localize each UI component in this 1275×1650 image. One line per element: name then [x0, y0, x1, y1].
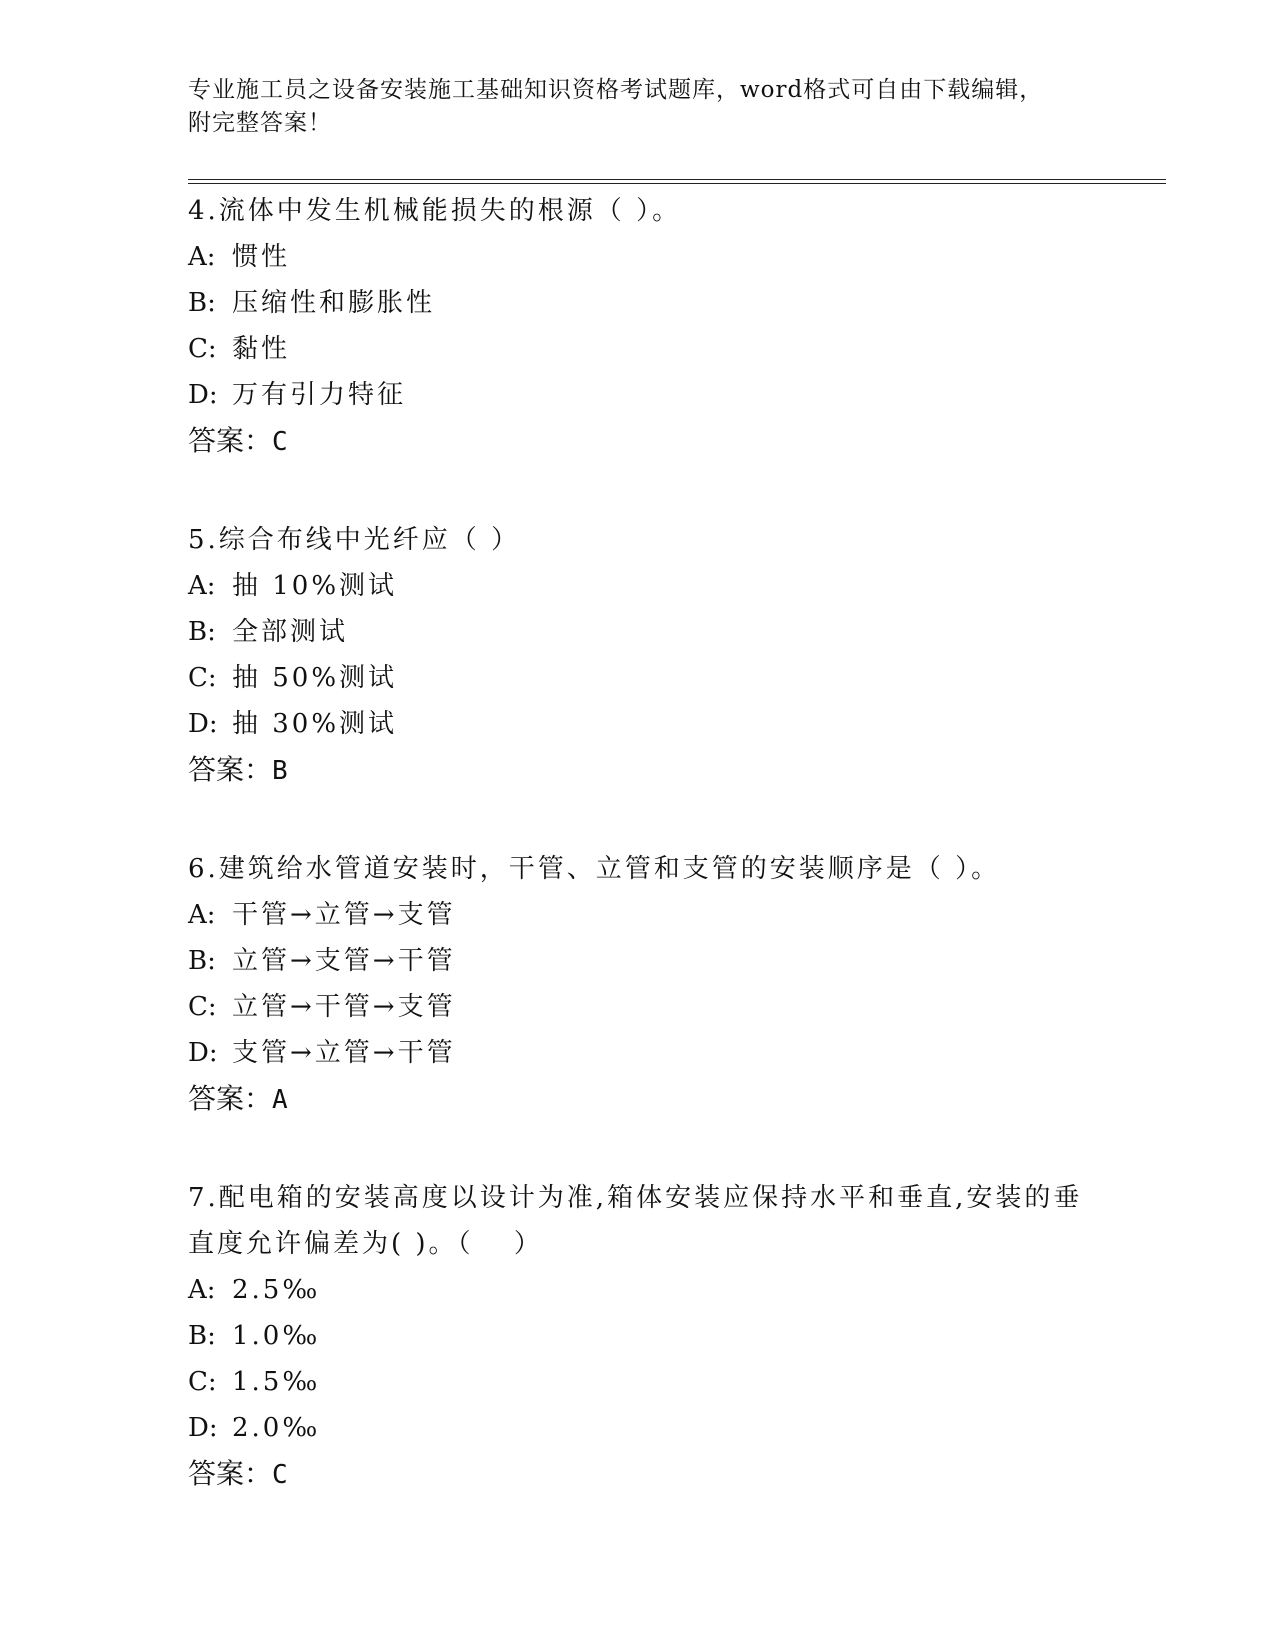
- option-c: [188, 655, 1088, 701]
- question-stem: 5.综合布线中光纤应（ ）: [188, 525, 521, 555]
- answer-line: [188, 418, 1088, 465]
- option-b: [188, 938, 1088, 984]
- answer-line: [188, 747, 1088, 794]
- option-letter: B:: [188, 946, 216, 976]
- option-a: [188, 563, 1088, 609]
- question-stem: 6.建筑给水管道安装时，干管、立管和支管的安装顺序是（ ）。: [188, 854, 1001, 884]
- question-5: [188, 517, 1088, 794]
- option-b: [188, 280, 1088, 326]
- option-a: [188, 892, 1088, 938]
- option-letter: C:: [188, 1367, 217, 1397]
- answer-value: A: [272, 1085, 288, 1115]
- option-text: 支管→立管→干管: [232, 1038, 456, 1068]
- option-d: [188, 701, 1088, 747]
- question-stem: 7.配电箱的安装高度以设计为准,箱体安装应保持水平和垂直,安装的垂直度允许偏差为( )。（ ）: [188, 1183, 1083, 1259]
- option-letter: B:: [188, 288, 216, 318]
- header-line-1: 专业施工员之设备安装施工基础知识资格考试题库，word格式可自由下载编辑，: [188, 77, 1044, 103]
- option-letter: D:: [188, 380, 218, 410]
- option-letter: B:: [188, 1321, 216, 1351]
- option-letter: A:: [188, 242, 216, 272]
- header-divider: [188, 179, 1166, 184]
- option-text: 立管→干管→支管: [232, 992, 456, 1022]
- question-list: [188, 188, 1088, 1550]
- answer-label: 答案：: [188, 424, 273, 457]
- option-letter: C:: [188, 334, 217, 364]
- option-letter: D:: [188, 1038, 218, 1068]
- option-text: 干管→立管→支管: [232, 900, 456, 930]
- option-text: 抽 10%测试: [232, 571, 398, 601]
- option-b: [188, 1313, 1088, 1359]
- question-6: [188, 846, 1088, 1123]
- option-text: 立管→支管→干管: [232, 946, 456, 976]
- option-c: [188, 984, 1088, 1030]
- option-letter: A:: [188, 571, 216, 601]
- option-a: [188, 1267, 1088, 1313]
- option-letter: A:: [188, 1275, 216, 1305]
- option-d: [188, 1405, 1088, 1451]
- option-text: 1.5‰: [232, 1367, 321, 1397]
- option-letter: C:: [188, 663, 217, 693]
- question-stem: 4.流体中发生机械能损失的根源（ ）。: [188, 196, 682, 226]
- answer-value: C: [272, 427, 288, 457]
- answer-value: B: [272, 756, 288, 786]
- option-text: 1.0‰: [232, 1321, 321, 1351]
- option-letter: B:: [188, 617, 216, 647]
- option-text: 抽 50%测试: [232, 663, 398, 693]
- option-c: [188, 326, 1088, 372]
- option-text: 黏性: [232, 334, 291, 364]
- document-header: [188, 74, 1168, 140]
- option-b: [188, 609, 1088, 655]
- header-line-2: 附完整答案！: [188, 110, 332, 136]
- option-text: 全部测试: [232, 617, 349, 647]
- option-text: 压缩性和膨胀性: [232, 288, 436, 318]
- option-text: 万有引力特征: [232, 380, 407, 410]
- option-text: 抽 30%测试: [232, 709, 398, 739]
- question-4: [188, 188, 1088, 465]
- answer-label: 答案：: [188, 1457, 273, 1490]
- option-d: [188, 372, 1088, 418]
- option-letter: A:: [188, 900, 216, 930]
- option-text: 2.5‰: [232, 1275, 321, 1305]
- answer-line: [188, 1451, 1088, 1498]
- option-text: 2.0‰: [232, 1413, 321, 1443]
- option-a: [188, 234, 1088, 280]
- answer-label: 答案：: [188, 753, 273, 786]
- option-letter: D:: [188, 709, 218, 739]
- option-c: [188, 1359, 1088, 1405]
- answer-label: 答案：: [188, 1082, 273, 1115]
- option-letter: D:: [188, 1413, 218, 1443]
- answer-line: [188, 1076, 1088, 1123]
- option-d: [188, 1030, 1088, 1076]
- question-7: [188, 1175, 1088, 1498]
- option-text: 惯性: [232, 242, 291, 272]
- option-letter: C:: [188, 992, 217, 1022]
- answer-value: C: [272, 1460, 288, 1490]
